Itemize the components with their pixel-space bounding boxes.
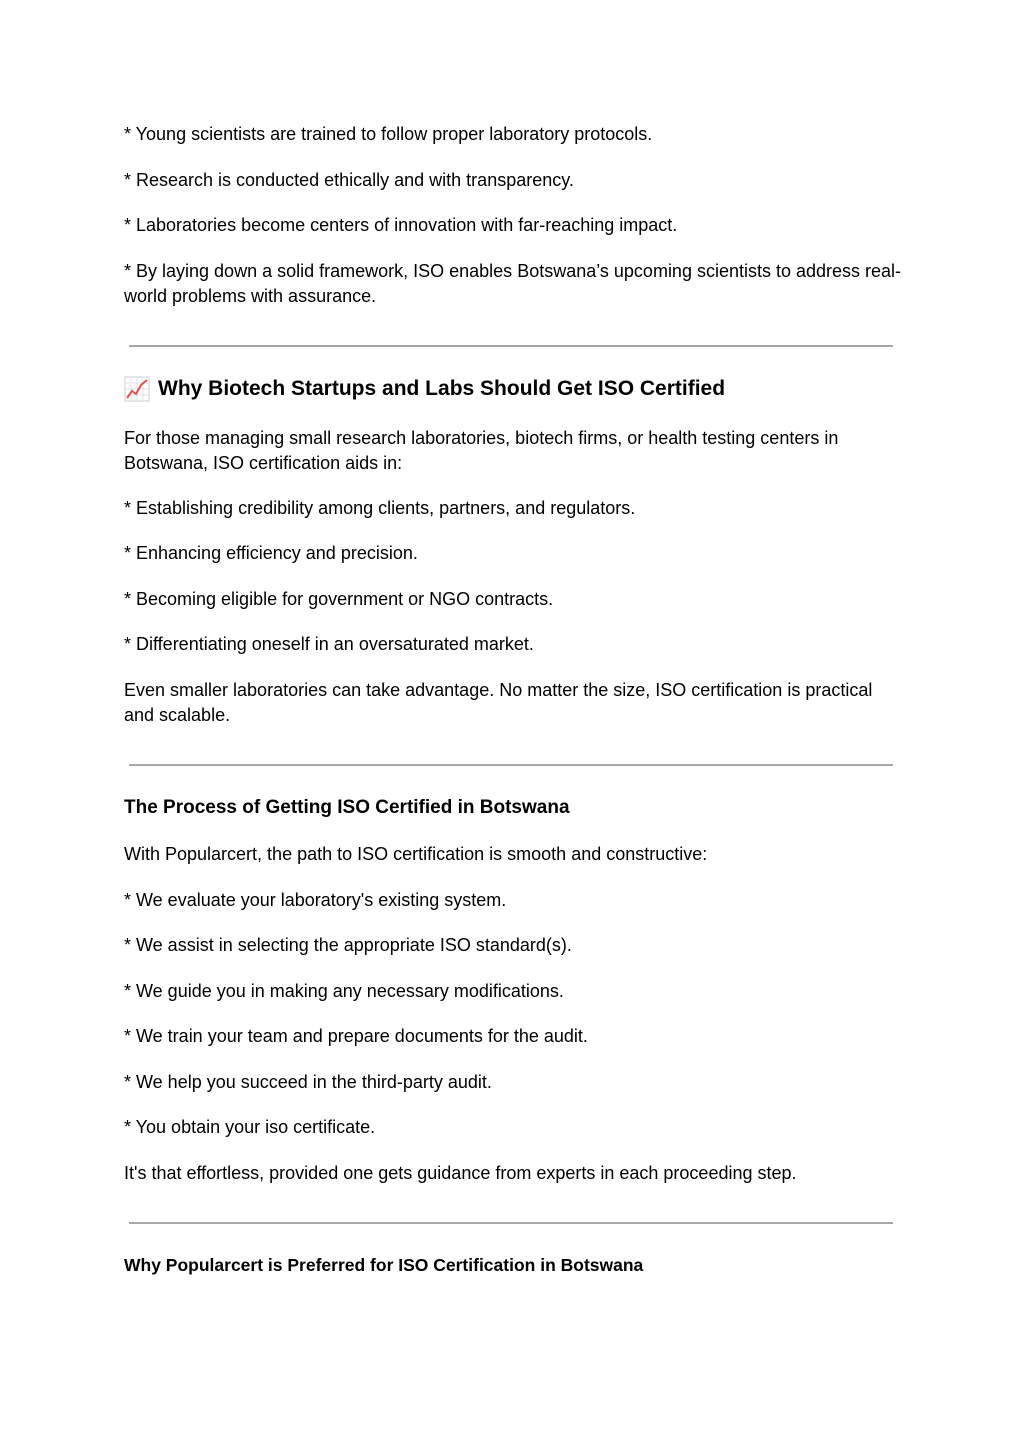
biotech-closing: Even smaller laboratories can take advantage. No matter the size, ISO certification is practical and scalable. xyxy=(124,680,873,725)
biotech-intro: For those managing small research laboratories, biotech firms, or health testing centers in Botswana, ISO certification aids in: xyxy=(124,428,839,473)
step-modifications: * We guide you in making any necessary modifications. xyxy=(124,981,564,1001)
bullet-innovation-centers: * Laboratories become centers of innovation with far-reaching impact. xyxy=(124,215,678,235)
bullet-credibility: * Establishing credibility among clients, partners, and regulators. xyxy=(124,498,636,518)
step-evaluate: * We evaluate your laboratory's existing system. xyxy=(124,890,507,910)
section-heading-process: The Process of Getting ISO Certified in Botswana xyxy=(124,797,570,818)
step-certificate: * You obtain your iso certificate. xyxy=(124,1117,376,1137)
divider xyxy=(129,345,893,347)
bullet-efficiency: * Enhancing efficiency and precision. xyxy=(124,543,418,563)
section-heading-why-popularcert: Why Popularcert is Preferred for ISO Certification in Botswana xyxy=(124,1255,644,1275)
bullet-solid-framework: * By laying down a solid framework, ISO enables Botswana’s upcoming scientists to address real-world problems with assurance. xyxy=(124,261,902,306)
chart-increasing-icon xyxy=(124,376,150,402)
process-intro: With Popularcert, the path to ISO certification is smooth and constructive: xyxy=(124,844,708,864)
section-heading-biotech xyxy=(124,375,725,403)
bullet-ethical-research: * Research is conducted ethically and with transparency. xyxy=(124,170,574,190)
step-train-team: * We train your team and prepare documents for the audit. xyxy=(124,1026,588,1046)
bullet-young-scientists: * Young scientists are trained to follow proper laboratory protocols. xyxy=(124,124,653,144)
step-select-standard: * We assist in selecting the appropriate ISO standard(s). xyxy=(124,935,572,955)
step-audit: * We help you succeed in the third-party audit. xyxy=(124,1072,492,1092)
divider xyxy=(129,1222,893,1224)
section-heading-text: Why Biotech Startups and Labs Should Get ISO Certified xyxy=(158,377,726,400)
divider xyxy=(129,764,893,766)
bullet-contracts: * Becoming eligible for government or NGO contracts. xyxy=(124,589,554,609)
bullet-differentiating: * Differentiating oneself in an oversaturated market. xyxy=(124,634,534,654)
process-closing: It's that effortless, provided one gets guidance from experts in each proceeding step. xyxy=(124,1163,797,1183)
